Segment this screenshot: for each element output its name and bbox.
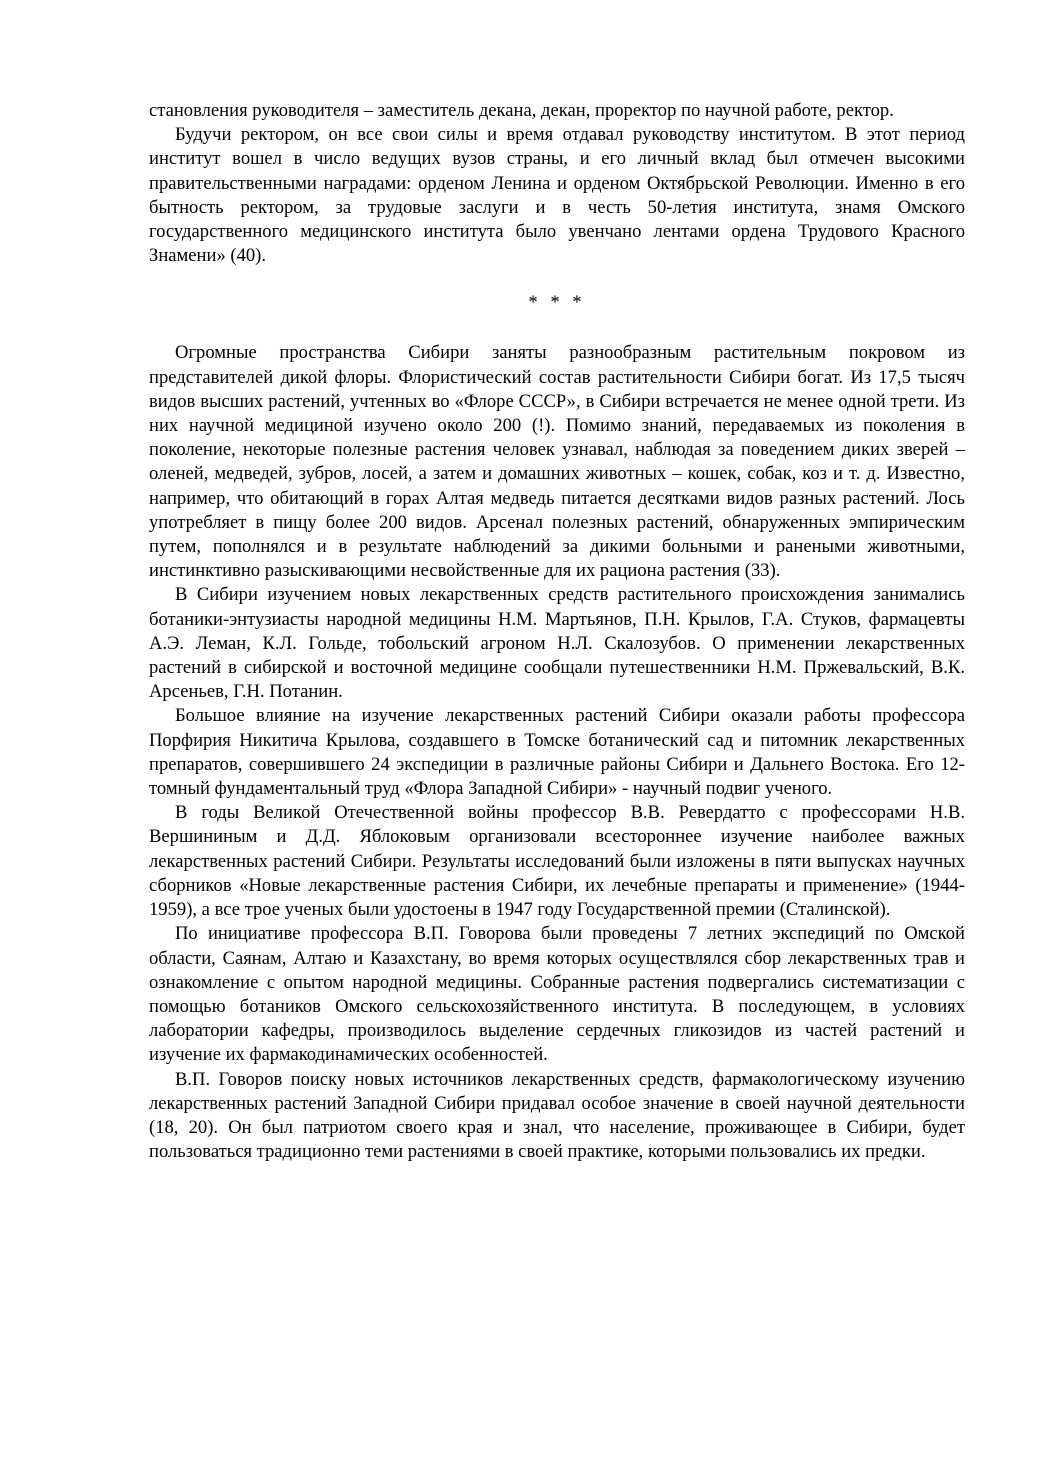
paragraph-govorov: В.П. Говоров поиску новых источников лекарственных средств, фармакологическому изучению лекарственных растений Западной Сибири придавал особое значение в своей научной деятельности (18, 20). Он был патриотом своего края и знал, что население, проживающее в Сибири, будет пользоваться традиционно теми растениями в своей практике, которыми пользовались их предки. — [149, 1068, 965, 1163]
paragraph-rector: Будучи ректором, он все свои силы и время отдавал руководству институтом. В этот период институт вошел в число ведущих вузов страны, и его личный вклад был отмечен высокими правительственными наградами: орденом Ленина и орденом Октябрьской Революции. Именно в его бытность ректором, за трудовые заслуги и в честь 50-летия института, знамя Омского государственного медицинского института было увенчано лентами ордена Трудового Красного Знамени» (40). — [149, 124, 965, 267]
paragraph-siberia-flora: Огромные пространства Сибири заняты разнообразным растительным покровом из представителей дикой флоры. Флористический состав растительности Сибири богат. Из 17,5 тысяч видов высших растений, учтенных во «Флоре СССР», в Сибири встречается не менее одной трети. Из них научной медициной изучено около 200 (!). Помимо знаний, передаваемых из поколения в поколение, некоторые полезные растения человек узнавал, наблюдая за поведением диких зверей – оленей, медведей, зубров, лосей, а затем и домашних животных – кошек, собак, коз и т. д. Известно, например, что обитающий в горах Алтая медведь питается десятками видов разных растений. Лось употребляет в пищу более 200 видов. Арсенал полезных растений, обнаруженных эмпирическим путем, пополнялся и в результате наблюдений за дикими больными и ранеными животными, инстинктивно разыскивающими несвойственные для их рациона растения (33). — [149, 342, 965, 582]
paragraph-continuation: становления руководителя – заместитель декана, декан, проректор по научной работе, ректор. — [149, 100, 894, 121]
paragraph-war-years: В годы Великой Отечественной войны профессор В.В. Ревердатто с профессорами Н.В. Вершининым и Д.Д. Яблоковым организовали всестороннее изучение наиболее важных лекарственных растений Сибири. Результаты исследований были изложены в пяти выпусках научных сборников «Новые лекарственные растения Сибири, их лечебные препараты и применение» (1944-1959), а все трое ученых были удостоены в 1947 году Государственной премии (Сталинской). — [149, 802, 965, 921]
paragraph-botanists: В Сибири изучением новых лекарственных средств растительного происхождения занимались ботаники-энтузиасты народной медицины Н.М. Мартьянов, П.Н. Крылов, Г.А. Стуков, фармацевты А.Э. Леман, К.Л. Гольде, тобольский агроном Н.Л. Скалозубов. О применении лекарственных растений в сибирской и восточной медицине сообщали путешественники Н.М. Пржевальский, В.К. Арсеньев, Г.Н. Потанин. — [149, 584, 965, 703]
paragraph-krylov: Большое влияние на изучение лекарственных растений Сибири оказали работы профессора Порфирия Никитича Крылова, создавшего в Томске ботанический сад и питомник лекарственных препаратов, совершившего 24 экспедиции в различные районы Сибири и Дальнего Востока. Его 12-томный фундаментальный труд «Флора Западной Сибири» - научный подвиг ученого. — [149, 705, 965, 800]
document-page — [149, 99, 965, 1164]
paragraph-expeditions: По инициативе профессора В.П. Говорова были проведены 7 летних экспедиций по Омской области, Саянам, Алтаю и Казахстану, во время которых осуществлялся сбор лекарственных трав и ознакомление с опытом народной медицины. Собранные растения подвергались систематизации с помощью ботаников Омского сельскохозяйственного института. В последующем, в условиях лаборатории кафедры, производилось выделение сердечных гликозидов из частей растений и изучение их фармакодинамических особенностей. — [149, 923, 965, 1066]
section-separator: * * * — [528, 292, 586, 314]
